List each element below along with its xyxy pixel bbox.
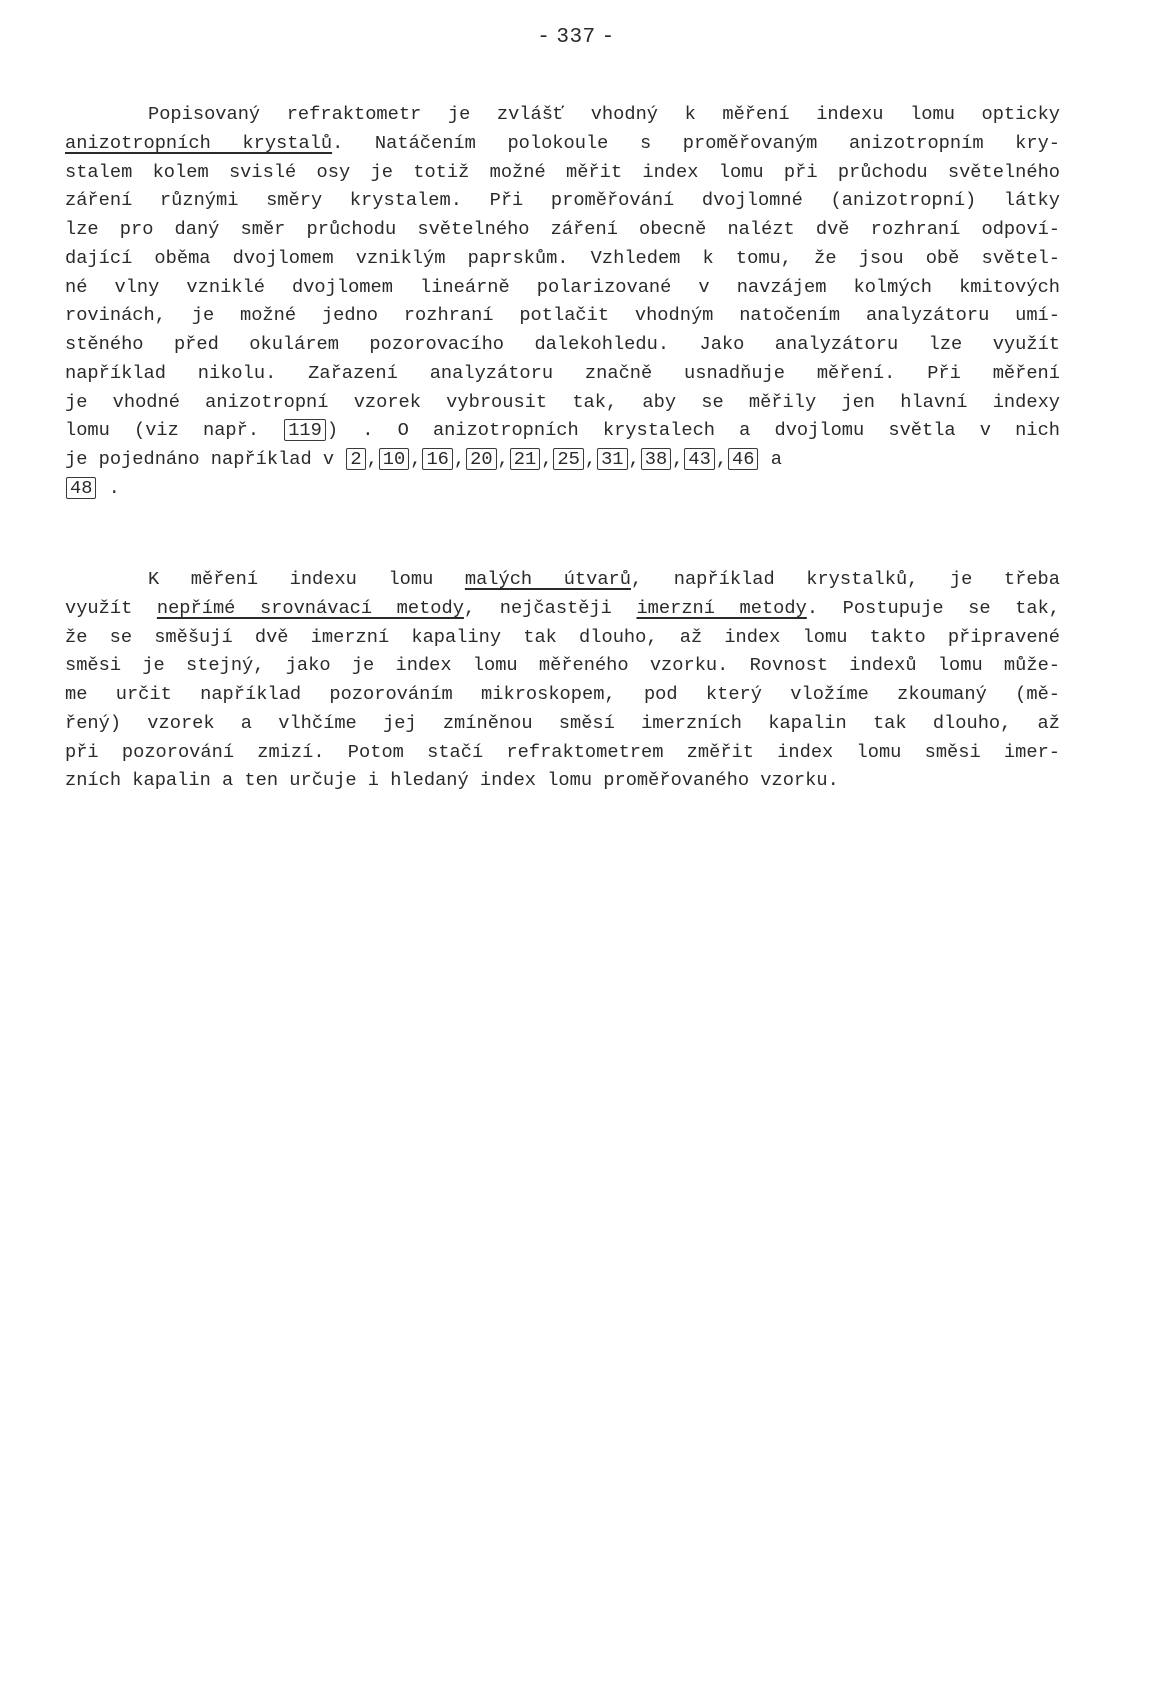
underlined-term: malých útvarů	[464, 568, 631, 590]
reference-bracket: 20	[466, 448, 496, 470]
reference-bracket: 48	[66, 477, 96, 499]
reference-bracket: 16	[422, 448, 452, 470]
reference-bracket: 46	[728, 448, 758, 470]
reference-bracket: 10	[379, 448, 409, 470]
reference-bracket: 43	[684, 448, 714, 470]
text-line: například nikolu. Zařazení analyzátoru značně usnadňuje měření. Při měření	[65, 361, 1060, 384]
underlined-term: imerzní metody	[636, 596, 807, 619]
text-line: směsi je stejný, jako je index lomu měřeného vzorku. Rovnost indexů lomu může-	[65, 654, 1060, 677]
page-number-value: 337	[556, 26, 596, 49]
text-line: lze pro daný směr průchodu světelného záření obecně nalézt dvě rozhraní odpoví-	[65, 218, 1060, 240]
reference-bracket: 119	[284, 419, 326, 441]
reference-bracket: 31	[597, 448, 627, 470]
text-line: zních kapalin a ten určuje i hledaný index lomu proměřovaného vzorku.	[65, 769, 839, 792]
text-line: stěného před okulárem pozorovacího dalekohledu. Jako analyzátoru lze využít	[65, 333, 1060, 355]
page-number: - 337 -	[537, 26, 615, 49]
text-fragment: , nejčastěji	[463, 596, 637, 619]
text-line: dající oběma dvojlomem vzniklým paprskům. Vzhledem k tomu, že jsou obě světel-	[65, 246, 1060, 269]
reference-bracket: 25	[553, 448, 583, 470]
text-fragment: je pojednáno například v	[65, 448, 346, 470]
text-fragment: K měření indexu lomu	[148, 568, 465, 590]
text-fragment: .	[97, 476, 120, 499]
text-line: při pozorování zmizí. Potom stačí refraktometrem změřit index lomu směsi imer-	[65, 740, 1060, 763]
text-fragment: . Natáčením polokoule s proměřovaným anizotropním kry-	[332, 131, 1060, 154]
text-line	[65, 474, 1060, 503]
text-fragment: . Postupuje se tak,	[806, 596, 1060, 619]
text-fragment: , například krystalků, je třeba	[630, 568, 1060, 590]
reference-bracket: 38	[641, 448, 671, 470]
text-line: je pojednáno například v 2 , 10 , 16 , 20 , 21 , 25 , 31 , 38 , 43 , 46 a	[65, 448, 782, 470]
text-line: řený) vzorek a vlhčíme jej zmíněnou směsí imerzních kapalin tak dlouho, až	[65, 711, 1060, 734]
text-line	[65, 129, 1060, 158]
text-line: je vhodné anizotropní vzorek vybrousit tak, aby se měřily jen hlavní indexy	[65, 390, 1060, 413]
text-fragment: využít	[65, 596, 157, 619]
text-line	[65, 416, 1060, 445]
text-line: rovinách, je možné jedno rozhraní potlačit vhodným natočením analyzátoru umí-	[65, 304, 1060, 327]
text-line: stalem kolem svislé osy je totiž možné měřit index lomu při průchodu světelného	[65, 160, 1060, 183]
underlined-term: nepřímé srovnávací metody	[156, 596, 464, 619]
text-line: Popisovaný refraktometr je zvlášť vhodný k měření indexu lomu opticky	[148, 103, 1060, 125]
text-line	[65, 565, 1060, 594]
text-fragment: a	[759, 448, 782, 470]
underlined-term: anizotropních krystalů	[65, 131, 333, 154]
reference-bracket: 2	[346, 448, 365, 470]
text-line	[65, 594, 1060, 623]
paragraph-small-objects	[65, 565, 1060, 795]
text-fragment: lomu (viz např.	[65, 419, 284, 442]
paragraph-refractometer	[65, 100, 1060, 503]
text-line: me určit například pozorováním mikroskopem, pod který vložíme zkoumaný (mě-	[65, 683, 1060, 705]
reference-bracket: 21	[510, 448, 540, 470]
text-line: záření různými směry krystalem. Při proměřování dvojlomné (anizotropní) látky	[65, 189, 1060, 212]
text-line: že se směšují dvě imerzní kapaliny tak dlouho, až index lomu takto připravené	[65, 625, 1060, 648]
text-line: né vlny vzniklé dvojlomem lineárně polarizované v navzájem kolmých kmitových	[65, 275, 1060, 298]
text-fragment: ) . O anizotropních krystalech a dvojlomu světla v nich	[326, 419, 1060, 442]
